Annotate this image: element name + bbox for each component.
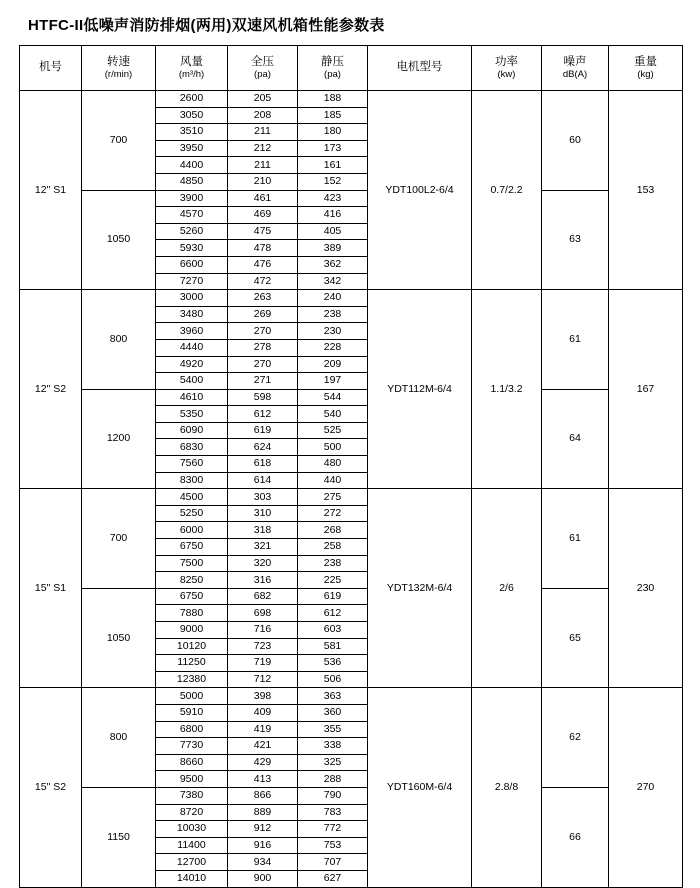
cell-static-pressure: 423 [298,190,368,207]
cell-static-pressure: 152 [298,173,368,190]
cell-static-pressure: 790 [298,787,368,804]
cell-speed: 700 [82,91,156,191]
cell-static-pressure: 185 [298,107,368,124]
column-header-noise-title: 噪声 [563,56,587,69]
table-row [20,688,683,705]
cell-total-pressure: 419 [228,721,298,738]
cell-speed: 1150 [82,787,156,887]
cell-static-pressure: 753 [298,837,368,854]
cell-static-pressure: 612 [298,605,368,622]
table-row [20,91,683,108]
column-header-static-pressure-unit: (pa) [324,68,341,80]
cell-motor-model: YDT100L2-6/4 [368,91,472,290]
cell-static-pressure: 540 [298,406,368,423]
cell-static-pressure: 197 [298,373,368,390]
cell-total-pressure: 310 [228,505,298,522]
column-header-speed-title: 转速 [107,56,130,69]
cell-airflow: 4610 [156,389,228,406]
cell-speed: 1050 [82,588,156,688]
cell-total-pressure: 698 [228,605,298,622]
cell-static-pressure: 581 [298,638,368,655]
cell-airflow: 3050 [156,107,228,124]
cell-airflow: 8660 [156,754,228,771]
cell-total-pressure: 934 [228,854,298,871]
cell-static-pressure: 544 [298,389,368,406]
cell-airflow: 3480 [156,306,228,323]
cell-static-pressure: 225 [298,572,368,589]
cell-weight: 270 [609,688,683,887]
cell-airflow: 8250 [156,572,228,589]
cell-total-pressure: 476 [228,256,298,273]
cell-total-pressure: 612 [228,406,298,423]
cell-total-pressure: 469 [228,207,298,224]
column-header-airflow-unit: (m³/h) [178,68,205,80]
cell-static-pressure: 440 [298,472,368,489]
cell-static-pressure: 362 [298,256,368,273]
cell-total-pressure: 270 [228,356,298,373]
cell-static-pressure: 268 [298,522,368,539]
cell-airflow: 5910 [156,704,228,721]
cell-noise: 65 [542,588,609,688]
column-header-power [472,46,542,91]
cell-total-pressure: 889 [228,804,298,821]
cell-static-pressure: 480 [298,456,368,473]
cell-fan-model: 12" S2 [20,290,82,489]
cell-static-pressure: 360 [298,704,368,721]
cell-airflow: 5260 [156,223,228,240]
cell-airflow: 6600 [156,256,228,273]
cell-motor-model: YDT160M-6/4 [368,688,472,887]
cell-power: 0.7/2.2 [472,91,542,290]
cell-fan-model: 15" S1 [20,489,82,688]
column-header-static-pressure-title: 静压 [321,56,344,69]
cell-total-pressure: 614 [228,472,298,489]
cell-airflow: 14010 [156,870,228,887]
cell-airflow: 5250 [156,505,228,522]
cell-total-pressure: 461 [228,190,298,207]
cell-static-pressure: 180 [298,124,368,141]
cell-static-pressure: 258 [298,539,368,556]
column-header-power-unit: (kw) [497,68,516,80]
cell-total-pressure: 409 [228,704,298,721]
cell-airflow: 9500 [156,771,228,788]
cell-static-pressure: 209 [298,356,368,373]
column-header-motor-model-title: 电机型号 [396,61,443,74]
cell-airflow: 4570 [156,207,228,224]
cell-total-pressure: 916 [228,837,298,854]
cell-total-pressure: 208 [228,107,298,124]
cell-total-pressure: 478 [228,240,298,257]
cell-airflow: 8720 [156,804,228,821]
cell-airflow: 3000 [156,290,228,307]
cell-speed: 1050 [82,190,156,290]
cell-noise: 60 [542,91,609,191]
cell-total-pressure: 270 [228,323,298,340]
cell-airflow: 4500 [156,489,228,506]
cell-total-pressure: 269 [228,306,298,323]
cell-total-pressure: 318 [228,522,298,539]
cell-total-pressure: 303 [228,489,298,506]
cell-airflow: 6800 [156,721,228,738]
cell-airflow: 4920 [156,356,228,373]
cell-total-pressure: 598 [228,389,298,406]
cell-total-pressure: 429 [228,754,298,771]
cell-airflow: 6090 [156,422,228,439]
cell-motor-model: YDT132M-6/4 [368,489,472,688]
cell-motor-model: YDT112M-6/4 [368,290,472,489]
cell-airflow: 7730 [156,738,228,755]
column-header-speed-unit: (r/min) [104,68,133,80]
cell-airflow: 7560 [156,456,228,473]
column-header-weight-title: 重量 [634,56,657,69]
table-header [20,46,683,91]
cell-noise: 61 [542,489,609,589]
column-header-weight [609,46,683,91]
performance-table [19,45,683,888]
cell-total-pressure: 263 [228,290,298,307]
table-body [20,91,683,888]
cell-airflow: 7500 [156,555,228,572]
cell-total-pressure: 472 [228,273,298,290]
column-header-total-pressure-title: 全压 [251,56,274,69]
cell-airflow: 7270 [156,273,228,290]
cell-static-pressure: 288 [298,771,368,788]
cell-airflow: 3900 [156,190,228,207]
cell-static-pressure: 603 [298,622,368,639]
cell-total-pressure: 900 [228,870,298,887]
column-header-airflow [156,46,228,91]
cell-airflow: 12700 [156,854,228,871]
cell-total-pressure: 475 [228,223,298,240]
column-header-model-title: 机号 [39,61,62,74]
cell-airflow: 10120 [156,638,228,655]
cell-static-pressure: 238 [298,306,368,323]
cell-airflow: 8300 [156,472,228,489]
cell-static-pressure: 240 [298,290,368,307]
cell-airflow: 3950 [156,140,228,157]
cell-speed: 800 [82,290,156,390]
cell-airflow: 11250 [156,655,228,672]
column-header-airflow-title: 风量 [180,56,203,69]
cell-total-pressure: 866 [228,787,298,804]
column-header-model [20,46,82,91]
cell-noise: 61 [542,290,609,390]
cell-total-pressure: 413 [228,771,298,788]
cell-total-pressure: 316 [228,572,298,589]
cell-airflow: 2600 [156,91,228,108]
cell-speed: 1200 [82,389,156,489]
cell-static-pressure: 355 [298,721,368,738]
cell-static-pressure: 707 [298,854,368,871]
cell-total-pressure: 321 [228,539,298,556]
column-header-total-pressure-unit: (pa) [254,68,271,80]
cell-static-pressure: 230 [298,323,368,340]
cell-total-pressure: 712 [228,671,298,688]
cell-noise: 62 [542,688,609,788]
cell-weight: 153 [609,91,683,290]
cell-total-pressure: 912 [228,821,298,838]
cell-airflow: 9000 [156,622,228,639]
cell-speed: 800 [82,688,156,788]
cell-static-pressure: 161 [298,157,368,174]
cell-power: 2/6 [472,489,542,688]
cell-static-pressure: 342 [298,273,368,290]
cell-airflow: 6750 [156,588,228,605]
cell-static-pressure: 619 [298,588,368,605]
table-row [20,190,683,207]
cell-airflow: 4400 [156,157,228,174]
column-header-speed [82,46,156,91]
cell-total-pressure: 212 [228,140,298,157]
table-row [20,389,683,406]
cell-airflow: 6830 [156,439,228,456]
cell-total-pressure: 421 [228,738,298,755]
cell-static-pressure: 275 [298,489,368,506]
table-row [20,588,683,605]
cell-weight: 167 [609,290,683,489]
cell-static-pressure: 272 [298,505,368,522]
cell-airflow: 11400 [156,837,228,854]
table-row [20,290,683,307]
cell-noise: 64 [542,389,609,489]
cell-static-pressure: 325 [298,754,368,771]
cell-total-pressure: 205 [228,91,298,108]
column-header-static-pressure [298,46,368,91]
cell-static-pressure: 506 [298,671,368,688]
cell-static-pressure: 772 [298,821,368,838]
cell-static-pressure: 228 [298,339,368,356]
table-row [20,489,683,506]
cell-static-pressure: 238 [298,555,368,572]
cell-static-pressure: 525 [298,422,368,439]
cell-airflow: 3510 [156,124,228,141]
cell-speed: 700 [82,489,156,589]
cell-total-pressure: 624 [228,439,298,456]
column-header-total-pressure [228,46,298,91]
cell-airflow: 3960 [156,323,228,340]
cell-airflow: 5000 [156,688,228,705]
cell-fan-model: 15" S2 [20,688,82,887]
cell-static-pressure: 536 [298,655,368,672]
cell-total-pressure: 716 [228,622,298,639]
cell-airflow: 6750 [156,539,228,556]
cell-static-pressure: 338 [298,738,368,755]
cell-airflow: 4440 [156,339,228,356]
cell-static-pressure: 500 [298,439,368,456]
column-header-power-title: 功率 [495,56,518,69]
cell-fan-model: 12" S1 [20,91,82,290]
table-header-row [20,46,683,91]
cell-noise: 66 [542,787,609,887]
cell-total-pressure: 271 [228,373,298,390]
cell-total-pressure: 320 [228,555,298,572]
cell-airflow: 12380 [156,671,228,688]
cell-airflow: 7880 [156,605,228,622]
page-title: HTFC-II低噪声消防排烟(两用)双速风机箱性能参数表 [28,17,385,34]
column-header-noise-unit: dB(A) [562,68,588,80]
cell-airflow: 5930 [156,240,228,257]
cell-static-pressure: 188 [298,91,368,108]
cell-total-pressure: 723 [228,638,298,655]
cell-total-pressure: 210 [228,173,298,190]
column-header-motor-model [368,46,472,91]
cell-static-pressure: 627 [298,870,368,887]
cell-weight: 230 [609,489,683,688]
cell-total-pressure: 278 [228,339,298,356]
cell-airflow: 7380 [156,787,228,804]
cell-total-pressure: 719 [228,655,298,672]
cell-total-pressure: 619 [228,422,298,439]
cell-static-pressure: 389 [298,240,368,257]
cell-static-pressure: 416 [298,207,368,224]
cell-total-pressure: 682 [228,588,298,605]
cell-total-pressure: 398 [228,688,298,705]
cell-static-pressure: 363 [298,688,368,705]
cell-airflow: 5400 [156,373,228,390]
cell-airflow: 5350 [156,406,228,423]
cell-static-pressure: 405 [298,223,368,240]
cell-total-pressure: 211 [228,157,298,174]
cell-static-pressure: 783 [298,804,368,821]
cell-power: 2.8/8 [472,688,542,887]
table-row [20,787,683,804]
cell-airflow: 4850 [156,173,228,190]
column-header-weight-unit: (kg) [637,68,654,80]
cell-static-pressure: 173 [298,140,368,157]
cell-power: 1.1/3.2 [472,290,542,489]
cell-noise: 63 [542,190,609,290]
cell-airflow: 6000 [156,522,228,539]
column-header-noise [542,46,609,91]
cell-total-pressure: 618 [228,456,298,473]
cell-airflow: 10030 [156,821,228,838]
cell-total-pressure: 211 [228,124,298,141]
